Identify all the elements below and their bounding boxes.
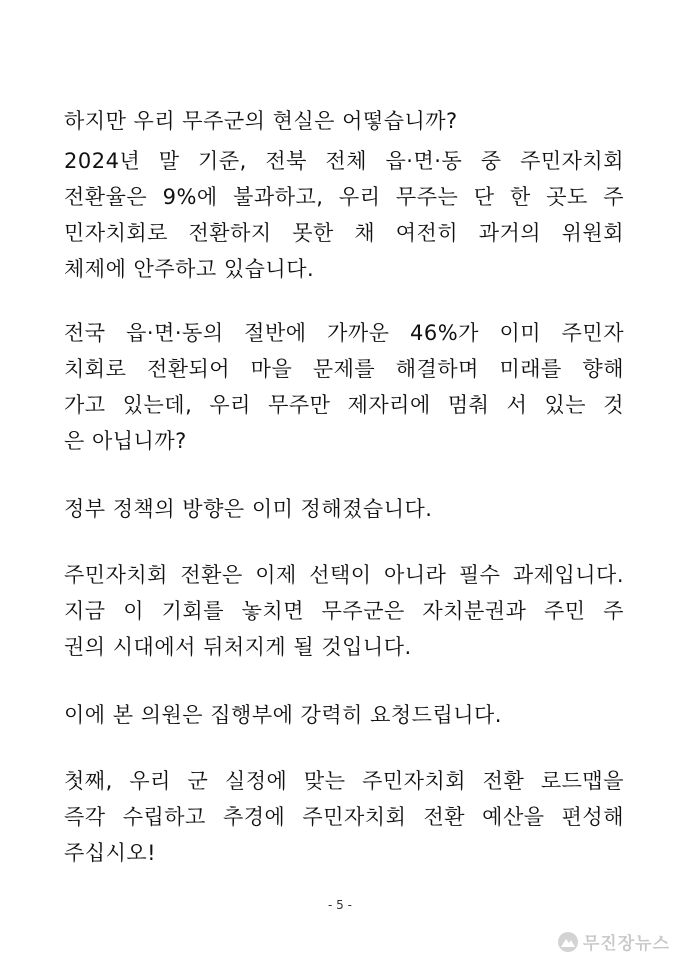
text-line: 체제에 안주하고 있습니다. — [64, 257, 315, 281]
text-line: 이에 본 의원은 집행부에 강력히 요청드립니다. — [64, 703, 502, 727]
text-line: 전환율은 9%에 불과하고, 우리 무주는 단 한 곳도 주 — [64, 185, 624, 209]
text-line: 주민자치회 전환은 이제 선택이 아니라 필수 과제입니다. — [64, 563, 624, 587]
page-number: - 5 - — [328, 898, 352, 912]
text-line: 첫째, 우리 군 실정에 맞는 주민자치회 전환 로드맵을 — [64, 769, 624, 793]
text-line: 지금 이 기회를 놓치면 무주군은 자치분권과 주민 주 — [64, 599, 624, 623]
text-line: 정부 정책의 방향은 이미 정해졌습니다. — [64, 497, 433, 521]
text-line: 2024년 말 기준, 전북 전체 읍·면·동 중 주민자치회 — [64, 149, 624, 173]
text-line: 즉각 수립하고 추경에 주민자치회 전환 예산을 편성해 — [64, 805, 624, 829]
text-line: 주십시오! — [64, 841, 157, 865]
watermark — [557, 929, 670, 954]
text-line: 치회로 전환되어 마을 문제를 해결하며 미래를 향해 — [64, 357, 624, 381]
text-line: 은 아닙니까? — [64, 429, 187, 453]
text-line: 하지만 우리 무주군의 현실은 어떻습니까? — [64, 109, 458, 133]
watermark-text: 무진장뉴스 — [582, 934, 670, 954]
text-line: 전국 읍·면·동의 절반에 가까운 46%가 이미 주민자 — [64, 321, 624, 345]
text-line: 가고 있는데, 우리 무주만 제자리에 멈춰 서 있는 것 — [64, 393, 624, 417]
text-line: 권의 시대에서 뒤처지게 될 것입니다. — [64, 635, 412, 659]
text-line: 민자치회로 전환하지 못한 채 여전히 과거의 위원회 — [64, 221, 624, 245]
mountain-logo-icon — [557, 931, 579, 953]
